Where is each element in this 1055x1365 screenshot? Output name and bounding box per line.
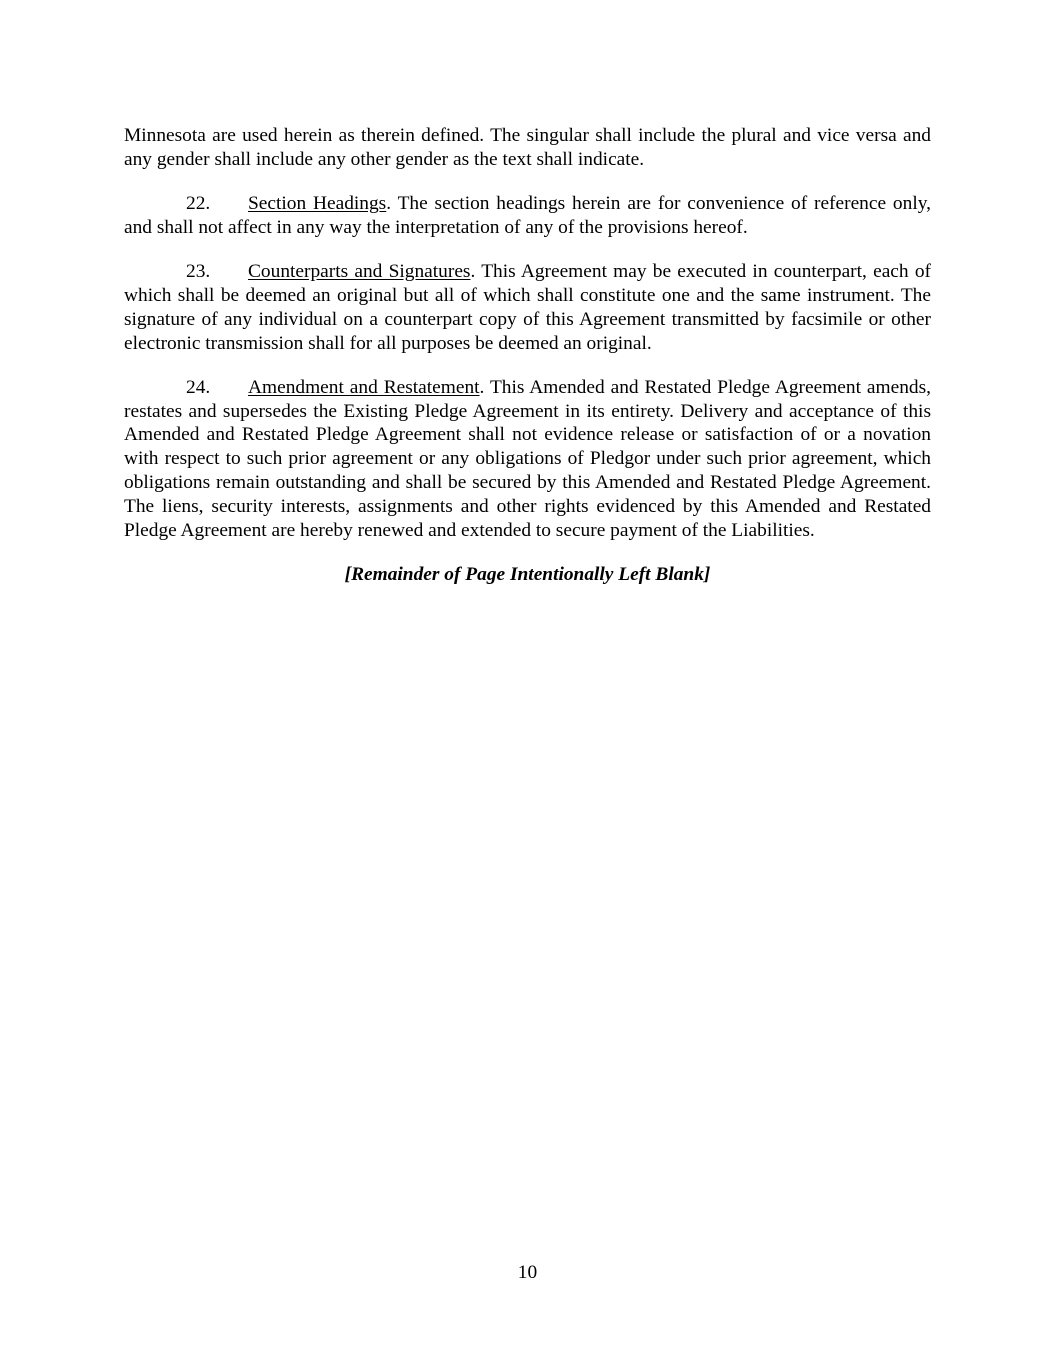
section-number: 22. [186,193,211,215]
section-number: 24. [186,376,211,398]
section-text: . This Agreement may be executed in counterpart, each of which shall be deemed an original but all of which shall constitute one and the same instrument. The signature of any individual on a counterpart copy of this Agreement transmitted by facsimile or other electronic transmission shall for all purposes be deemed an original. [124,261,931,354]
document-body [124,124,931,606]
remainder-blank-note: [Remainder of Page Intentionally Left Blank] [344,563,711,585]
opening-paragraph: Minnesota are used herein as therein defined. The singular shall include the plural and vice versa and any gender shall include any other gender as the text shall indicate. [124,125,931,170]
section-24 [124,376,931,543]
section-22 [124,192,931,240]
section-text: . This Amended and Restated Pledge Agreement amends, restates and supersedes the Existing Pledge Agreement in its entirety. Delivery and acceptance of this Amended and Restated Pledge Agreement shall not evidence release or satisfaction of or a novation with respect to such prior agreement or any obligations of Pledgor under such prior agreement, which obligations remain outstanding and shall be secured by this Amended and Restated Pledge Agreement. The liens, security interests, assignments and other rights evidenced by this Amended and Restated Pledge Agreement are hereby renewed and extended to secure payment of the Liabilities. [124,376,931,541]
section-heading: Counterparts and Signatures [248,261,471,283]
section-number: 23. [186,261,211,283]
page-number: 10 [517,1262,538,1283]
section-heading: Section Headings [248,193,387,215]
section-23 [124,260,931,355]
section-heading: Amendment and Restatement [248,376,480,398]
section-text: . The section headings herein are for convenience of reference only, and shall not affect in any way the interpretation of any of the provisions hereof. [124,193,931,238]
